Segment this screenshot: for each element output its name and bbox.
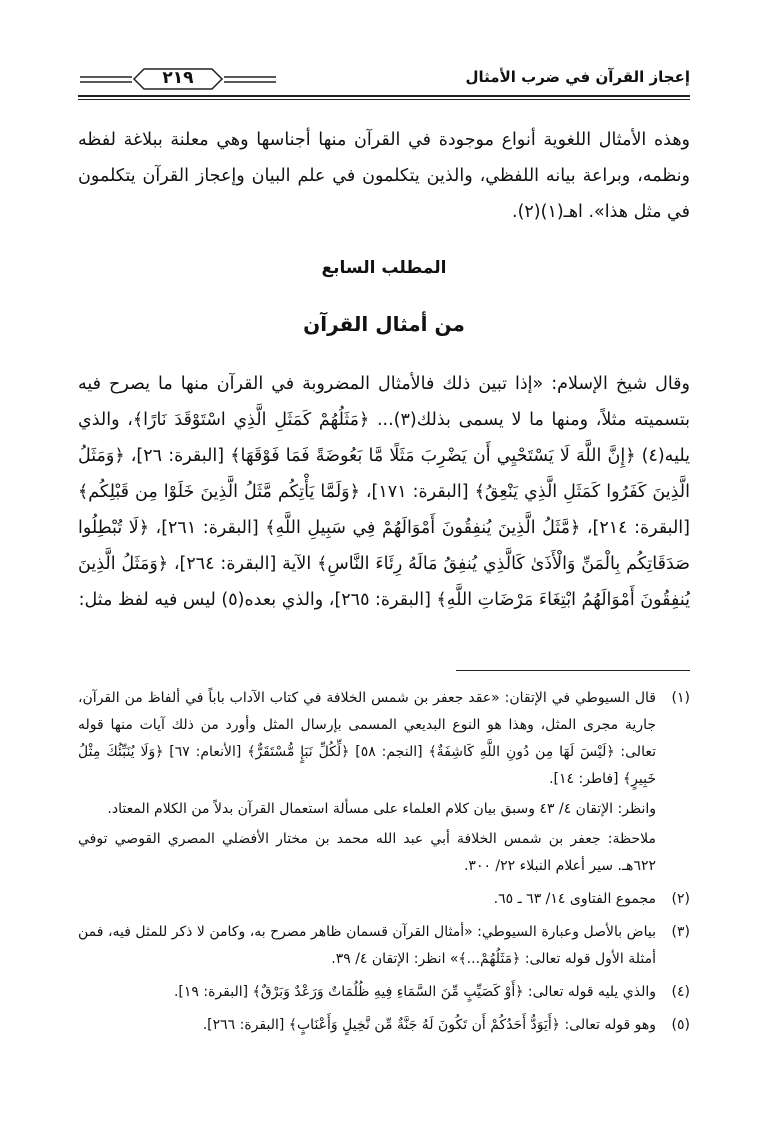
running-header	[78, 64, 690, 98]
footnote-3	[78, 919, 690, 976]
footnote-number: (٤)	[671, 984, 690, 1000]
intro-paragraph: وهذه الأمثال اللغوية أنواع موجودة في القرآن منها أجناسها وهي معلنة ببلاغة لفظه ونظمه، وبراعة بيانه اللفظي، والذين يتكلمون في علم البيان وإعجاز القرآن يتكلمون في مثل هذا». اهـ(١)(٢).	[78, 130, 690, 222]
footnote-text: بياض بالأصل وعبارة السيوطي: «أمثال القرآن قسمان ظاهر مصرح به، وكامن لا ذكر للمثل فيه، فمن أمثلة الأول قوله تعالى: ﴿مَثَلُهُمْ...﴾» انظر: الإتقان ٤/ ٣٩.	[78, 924, 656, 967]
intro-block	[78, 122, 690, 230]
footnote-number: (٥)	[671, 1017, 690, 1033]
footnote-text: والذي يليه قوله تعالى: ﴿أَوْ كَصَيِّبٍ مِّنَ السَّمَاءِ فِيهِ ظُلُمَاتٌ وَرَعْدٌ وَبَرْقٌ﴾ [البقرة: ١٩].	[173, 984, 656, 1000]
header-rule	[78, 95, 690, 100]
running-title: إعجاز القرآن في ضرب الأمثال	[465, 68, 690, 86]
footnote-text: ملاحظة: جعفر بن شمس الخلافة أبي عبد الله محمد بن مختار الأفضلي المصري القوصي توفي ٦٢٢هـ. سير أعلام النبلاء ٢٢/ ٣٠٠.	[78, 831, 656, 874]
footnote-4	[78, 979, 690, 1009]
footnote-2	[78, 886, 690, 916]
footnote-text: قال السيوطي في الإتقان: «عقد جعفر بن شمس الخلافة في كتاب الآداب باباً في ألفاظ من القرآن، جارية مجرى المثل، وهذا هو النوع البديعي المسمى بإرسال المثل وأورد من ذلك آيات منها قوله تعالى: ﴿لَيْسَ لَهَا مِن دُونِ اللَّهِ كَاشِفَةٌ﴾ [النجم: ٥٨] ﴿لِّكُلِّ نَبَإٍ مُّسْتَقَرٌّ﴾ [الأنعام: ٦٧] ﴿وَلَا يُنَبِّئُكَ مِثْلُ خَبِيرٍ﴾ [فاطر: ١٤].	[78, 690, 656, 787]
footnote-number: (١)	[671, 690, 690, 706]
footnote-1	[78, 685, 690, 883]
section-title: من أمثال القرآن	[303, 312, 465, 336]
footnote-5	[78, 1012, 690, 1042]
page-number: ٢١٩	[162, 68, 194, 88]
footnote-text: مجموع الفتاوى ١٤/ ٦٣ ـ ٦٥.	[493, 891, 656, 907]
section-heading: المطلب السابع	[321, 258, 447, 278]
footnote-number: (٢)	[671, 891, 690, 907]
main-paragraph: وقال شيخ الإسلام: «إذا تبين ذلك فالأمثال المضروبة في القرآن منها ما يصرح فيه بتسميته مثلاً، ومنها ما لا يسمى بذلك(٣)... ﴿مَثَلُهُمْ كَمَثَلِ الَّذِي اسْتَوْقَدَ نَارًا﴾، والذي يليه(٤) ﴿إِنَّ اللَّهَ لَا يَسْتَحْيِي أَن يَضْرِبَ مَثَلًا مَّا بَعُوضَةً فَمَا فَوْقَهَا﴾ [البقرة: ٢٦]، ﴿وَمَثَلُ الَّذِينَ كَفَرُوا كَمَثَلِ الَّذِي يَنْعِقُ﴾ [البقرة: ١٧١]، ﴿وَلَمَّا يَأْتِكُم مَّثَلُ الَّذِينَ خَلَوْا مِن قَبْلِكُم﴾ [البقرة: ٢١٤]، ﴿مَّثَلُ الَّذِينَ يُنفِقُونَ أَمْوَالَهُمْ فِي سَبِيلِ اللَّهِ﴾ [البقرة: ٢٦١]، ﴿لَا تُبْطِلُوا صَدَقَاتِكُم بِالْمَنِّ وَالْأَذَىٰ كَالَّذِي يُنفِقُ مَالَهُ رِئَاءَ النَّاسِ﴾ الآية [البقرة: ٢٦٤]، ﴿وَمَثَلُ الَّذِينَ يُنفِقُونَ أَمْوَالَهُمُ ابْتِغَاءَ مَرْضَاتِ اللَّهِ﴾ [البقرة: ٢٦٥]، والذي بعده(٥) ليس فيه لفظ مثل:	[78, 374, 691, 610]
footnote-text: وانظر: الإتقان ٤/ ٤٣ وسبق بيان كلام العلماء على مسألة استعمال القرآن بدلاً من الكلام المعتاد.	[107, 801, 656, 817]
main-block	[78, 366, 690, 618]
footnote-separator	[456, 670, 690, 671]
footnote-text: وهو قوله تعالى: ﴿أَيَوَدُّ أَحَدُكُمْ أَن تَكُونَ لَهُ جَنَّةٌ مِّن نَّخِيلٍ وَأَعْنَابٍ﴾ [البقرة: ٢٦٦].	[202, 1017, 656, 1033]
footnotes	[78, 685, 690, 1045]
footnote-number: (٣)	[671, 924, 690, 940]
